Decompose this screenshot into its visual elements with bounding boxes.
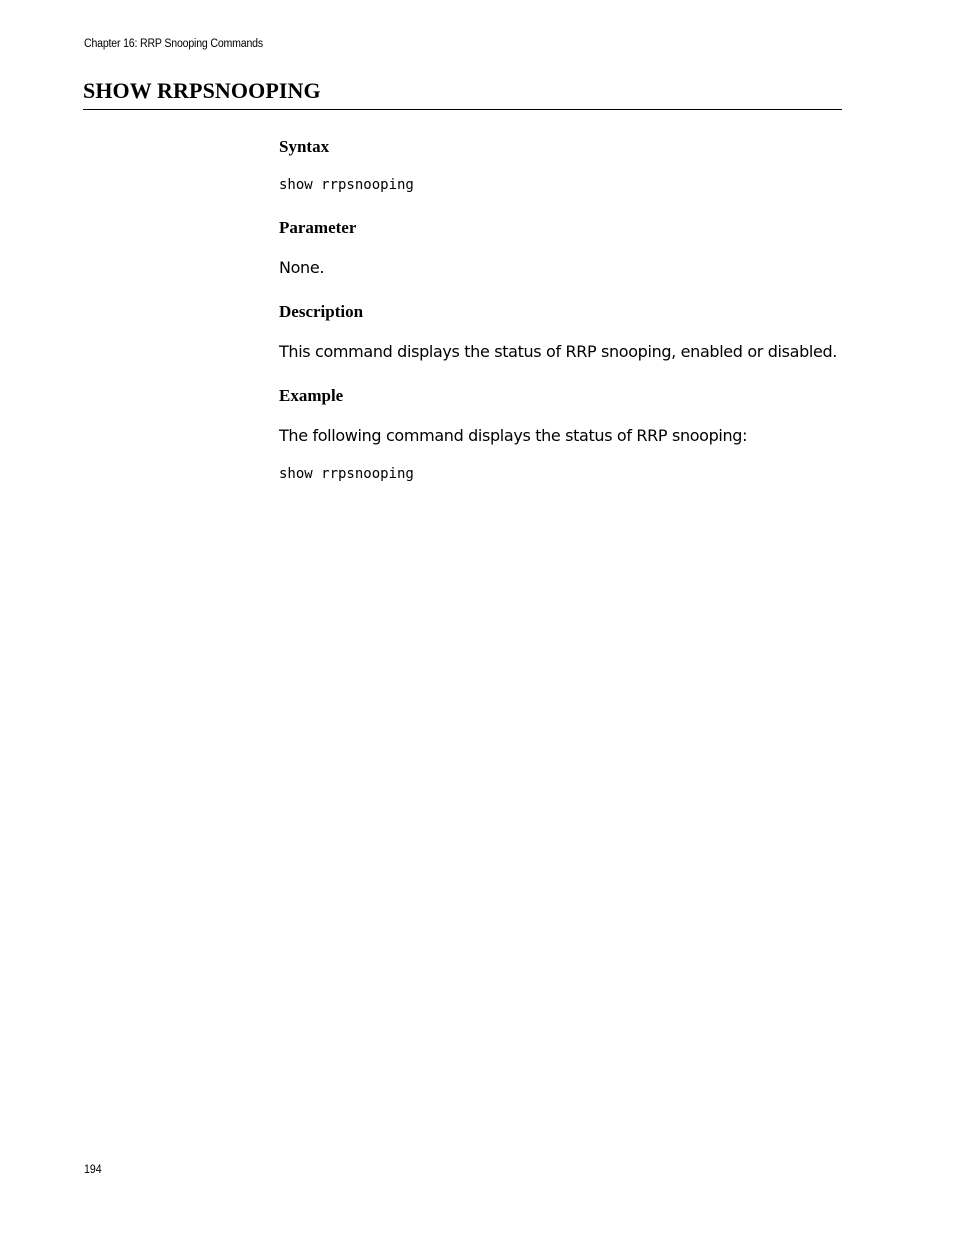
parameter-text: None. xyxy=(279,258,325,277)
running-header: Chapter 16: RRP Snooping Commands xyxy=(84,38,263,50)
syntax-heading: Syntax xyxy=(279,137,330,156)
title-rule xyxy=(83,109,842,110)
example-code: show rrpsnooping xyxy=(279,466,414,482)
parameter-heading: Parameter xyxy=(279,218,357,237)
example-text: The following command displays the status of RRP snooping: xyxy=(279,426,748,445)
syntax-code: show rrpsnooping xyxy=(279,177,414,193)
description-text: This command displays the status of RRP snooping, enabled or disabled. xyxy=(279,342,838,361)
page-number: 194 xyxy=(84,1164,102,1176)
example-heading: Example xyxy=(279,386,344,405)
page-title: SHOW RRPSNOOPING xyxy=(83,78,321,103)
description-heading: Description xyxy=(279,302,364,321)
